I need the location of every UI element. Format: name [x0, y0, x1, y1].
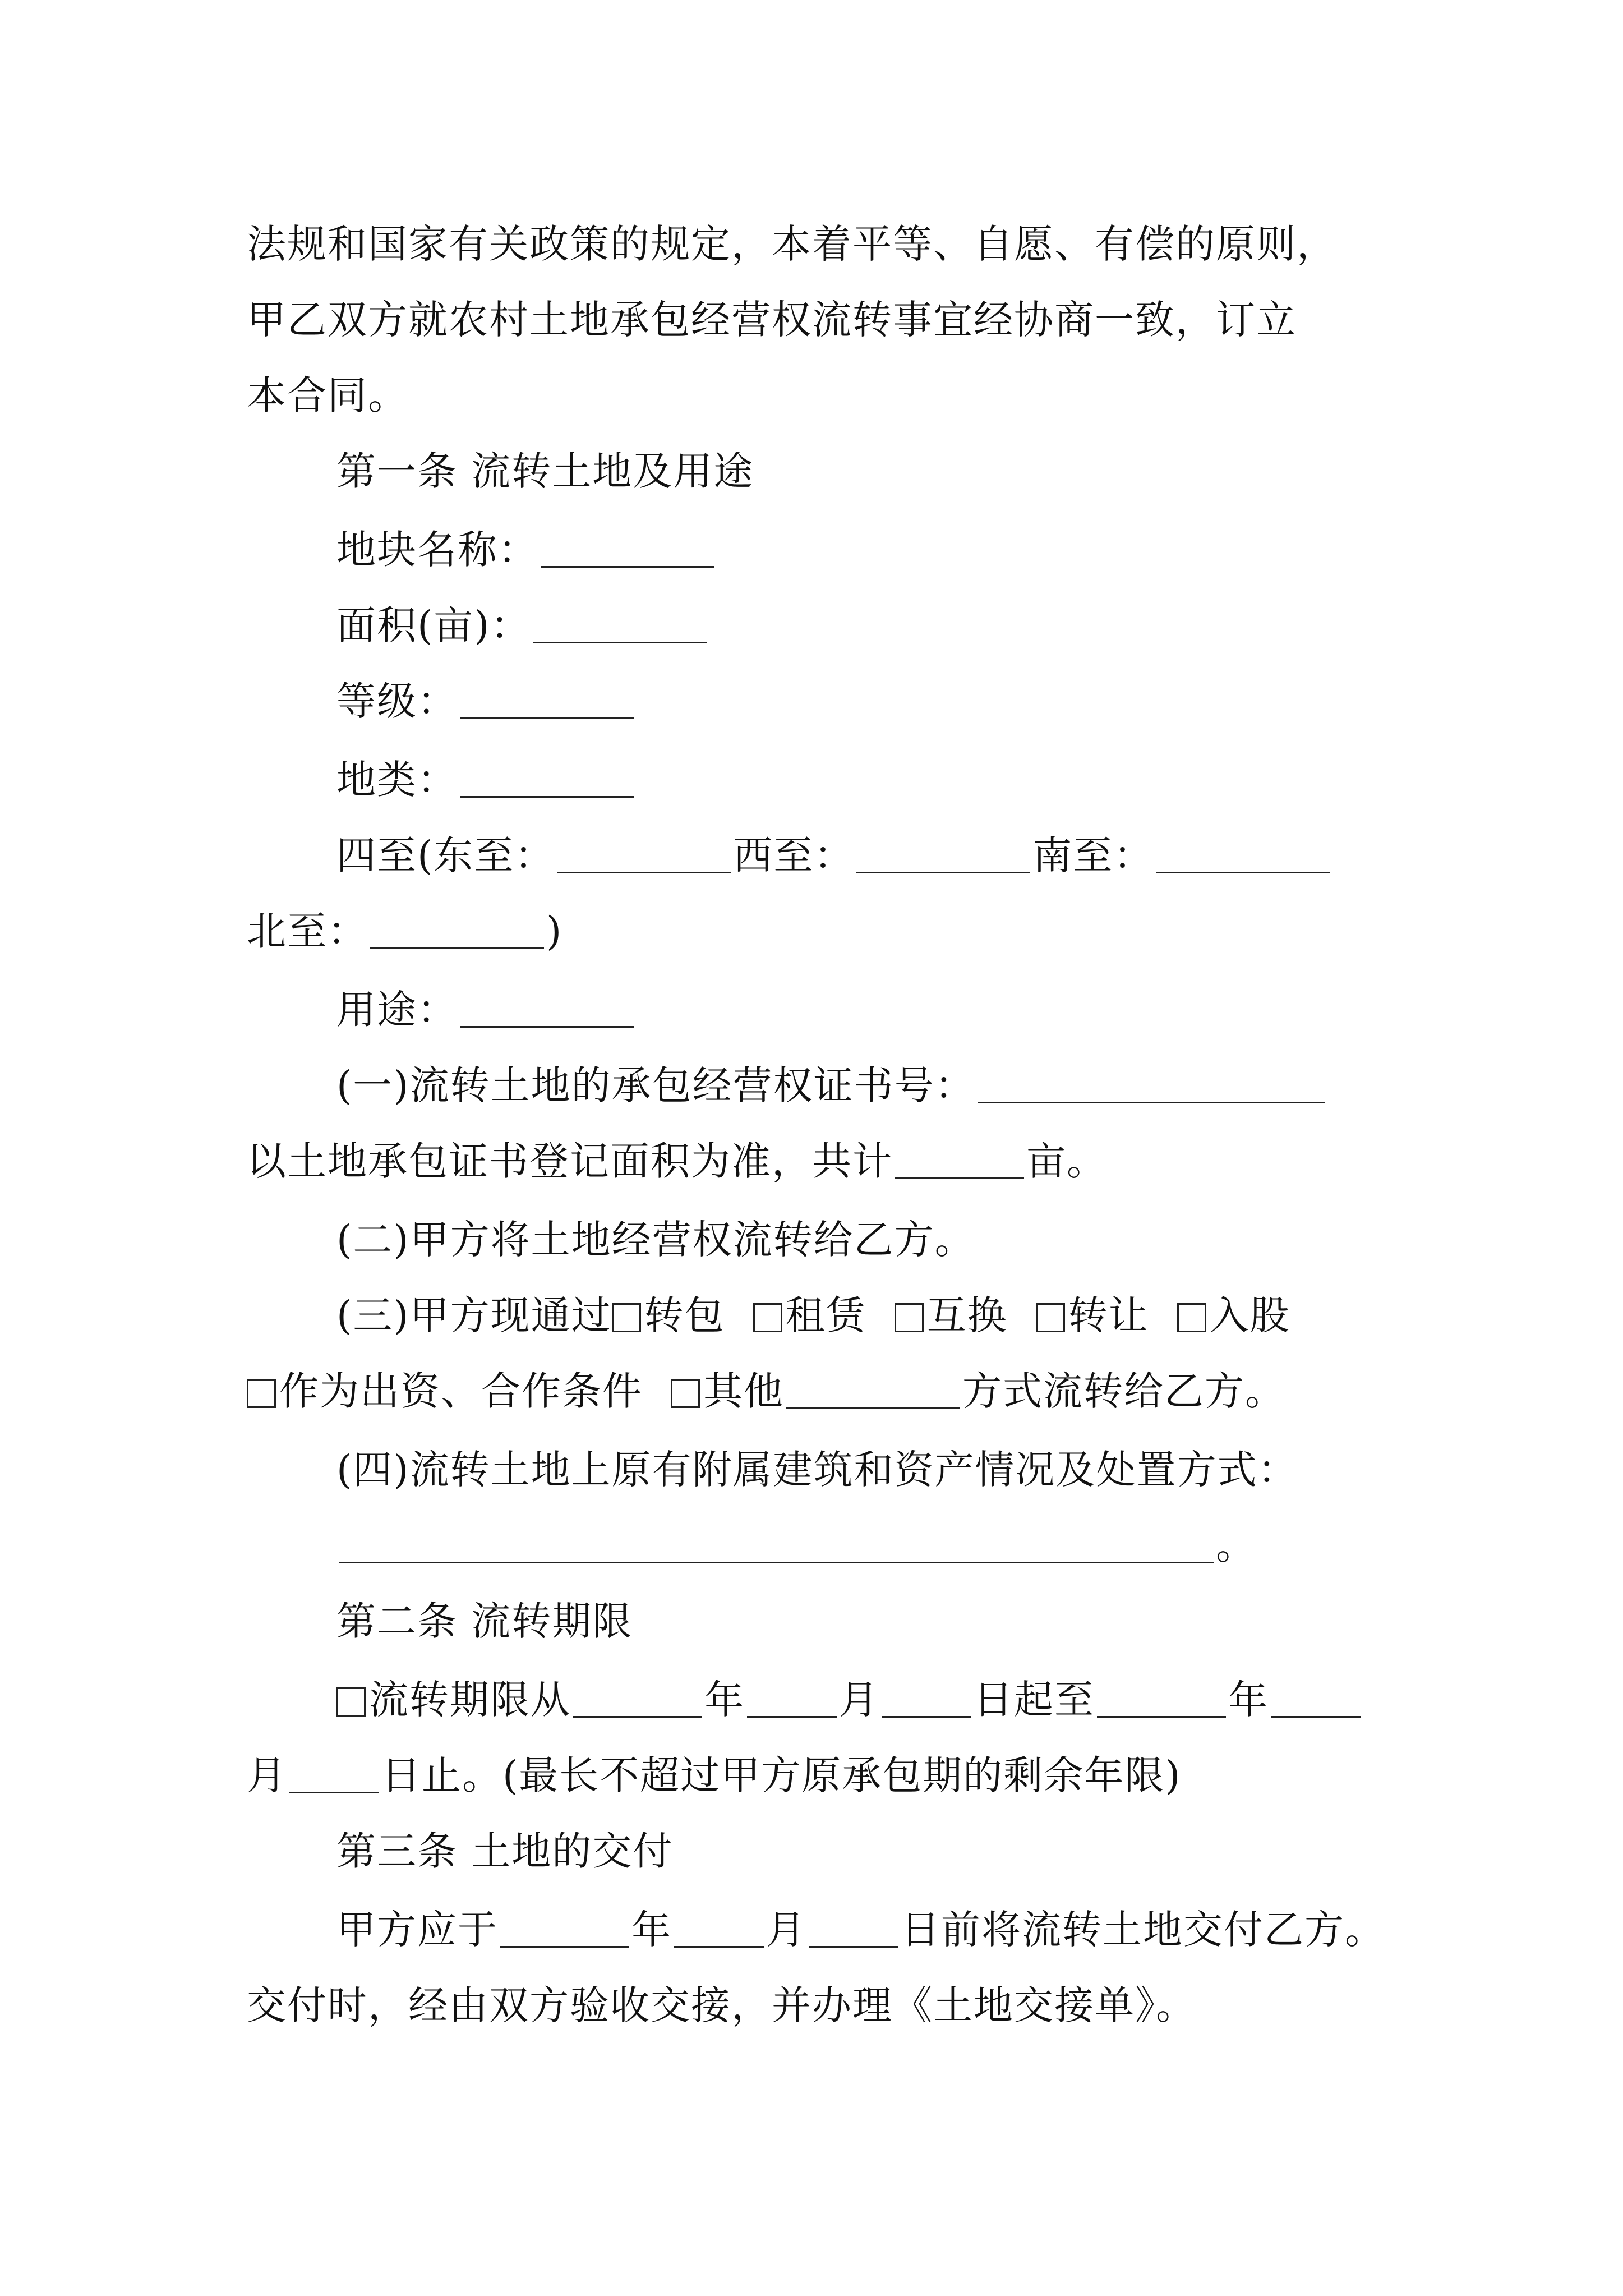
- other-blank[interactable]: [786, 1407, 960, 1409]
- article-1-heading: 第一条 流转土地及用途: [336, 448, 754, 494]
- usage-label: 用途：: [336, 987, 458, 1033]
- term-from-label: 流转期限从: [369, 1677, 571, 1723]
- south-label: 南至：: [1032, 832, 1154, 878]
- plot-name-field: [336, 522, 717, 578]
- delivery-month-label: 月: [766, 1907, 806, 1953]
- item-3-line-1: [336, 1287, 1290, 1343]
- other-checkbox[interactable]: [671, 1379, 700, 1408]
- end-year-label: 年: [1228, 1677, 1269, 1723]
- intro-line-3: 本合同。: [247, 372, 408, 418]
- intro-line-2: 甲乙双方就农村土地承包经营权流转事宜经协商一致，订立: [247, 297, 1297, 343]
- certificate-blank[interactable]: [978, 1101, 1325, 1103]
- sublease-checkbox[interactable]: [612, 1303, 641, 1332]
- term-line-1: [336, 1672, 1363, 1728]
- share-checkbox[interactable]: [1177, 1303, 1206, 1332]
- start-day-label: 日起至: [974, 1677, 1095, 1723]
- area-label: 面积(亩)：: [336, 602, 531, 648]
- total-area-label: 以土地承包证书登记面积为准，共计: [247, 1138, 893, 1184]
- land-type-blank[interactable]: [460, 795, 634, 798]
- north-blank[interactable]: [370, 947, 544, 949]
- share-label: 入股: [1209, 1292, 1290, 1338]
- term-checkbox[interactable]: [336, 1687, 366, 1717]
- assets-blank[interactable]: [339, 1561, 1214, 1563]
- item-3-prefix: (三)甲方现通过: [336, 1292, 612, 1338]
- invest-label: 作为出资、合作条件: [279, 1368, 643, 1414]
- article-3-heading: 第三条 土地的交付: [336, 1828, 674, 1874]
- start-day-blank[interactable]: [882, 1715, 971, 1718]
- start-year-label: 年: [704, 1677, 745, 1723]
- other-label: 其他: [703, 1368, 784, 1414]
- item-1-line-1: [336, 1057, 1327, 1114]
- north-label: 北至：: [247, 908, 368, 954]
- delivery-line-2: 交付时，经由双方验收交接，并办理《土地交接单》。: [247, 1982, 1196, 2028]
- area-unit: 亩。: [1026, 1138, 1107, 1184]
- start-month-blank[interactable]: [747, 1715, 837, 1718]
- boundaries-line-1: [336, 827, 1332, 884]
- swap-checkbox[interactable]: [895, 1303, 924, 1332]
- sublease-label: 转包: [644, 1292, 725, 1338]
- item-1-line-2: [247, 1133, 1107, 1189]
- item-2: (二)甲方将土地经营权流转给乙方。: [336, 1217, 975, 1263]
- delivery-day-blank[interactable]: [809, 1945, 898, 1948]
- end-month-label: 月: [247, 1752, 287, 1798]
- grade-field: [336, 673, 636, 729]
- delivery-year-label: 年: [631, 1907, 672, 1953]
- land-type-field: [336, 752, 636, 808]
- land-type-label: 地类：: [336, 757, 458, 803]
- article-2-heading: 第二条 流转期限: [336, 1598, 633, 1644]
- item-4-end: 。: [1216, 1522, 1256, 1568]
- item-4-answer: [336, 1517, 1256, 1573]
- usage-field: [336, 982, 636, 1038]
- grade-label: 等级：: [336, 678, 458, 724]
- delivery-line-1: [336, 1902, 1385, 1958]
- swap-label: 互换: [926, 1292, 1008, 1338]
- end-year-blank[interactable]: [1097, 1715, 1226, 1718]
- delivery-prefix: 甲方应于: [336, 1907, 498, 1953]
- delivery-suffix: 日前将流转土地交付乙方。: [901, 1907, 1385, 1953]
- area-blank[interactable]: [533, 641, 707, 643]
- west-label: 西至：: [733, 832, 855, 878]
- usage-blank[interactable]: [460, 1025, 634, 1028]
- start-year-blank[interactable]: [573, 1715, 702, 1718]
- grade-blank[interactable]: [460, 717, 634, 719]
- boundaries-line-2: [247, 903, 562, 959]
- total-area-blank[interactable]: [895, 1177, 1024, 1179]
- close-paren: ): [546, 908, 563, 954]
- invest-checkbox[interactable]: [247, 1379, 276, 1408]
- intro-line-1: 法规和国家有关政策的规定，本着平等、自愿、有偿的原则，: [247, 221, 1337, 267]
- end-day-blank[interactable]: [289, 1791, 379, 1793]
- end-month-blank[interactable]: [1271, 1715, 1361, 1718]
- lease-checkbox[interactable]: [753, 1303, 782, 1332]
- term-line-2: [247, 1747, 1182, 1803]
- term-note: 日止。(最长不超过甲方原承包期的剩余年限): [381, 1752, 1182, 1798]
- certificate-label: (一)流转土地的承包经营权证书号：: [336, 1062, 975, 1108]
- transfer-checkbox[interactable]: [1036, 1303, 1065, 1332]
- east-blank[interactable]: [557, 871, 731, 873]
- area-field: [336, 597, 709, 654]
- west-blank[interactable]: [856, 871, 1030, 873]
- item-3-line-2: [247, 1363, 1285, 1419]
- plot-name-blank[interactable]: [541, 565, 714, 568]
- east-label: 四至(东至：: [336, 832, 555, 878]
- plot-name-label: 地块名称：: [336, 527, 538, 573]
- start-month-label: 月: [839, 1677, 879, 1723]
- delivery-month-blank[interactable]: [674, 1945, 764, 1948]
- item-3-suffix: 方式流转给乙方。: [962, 1368, 1285, 1414]
- lease-label: 租赁: [785, 1292, 866, 1338]
- south-blank[interactable]: [1156, 871, 1330, 873]
- delivery-year-blank[interactable]: [500, 1945, 629, 1948]
- transfer-label: 转让: [1068, 1292, 1149, 1338]
- item-4: (四)流转土地上原有附属建筑和资产情况及处置方式：: [336, 1447, 1298, 1493]
